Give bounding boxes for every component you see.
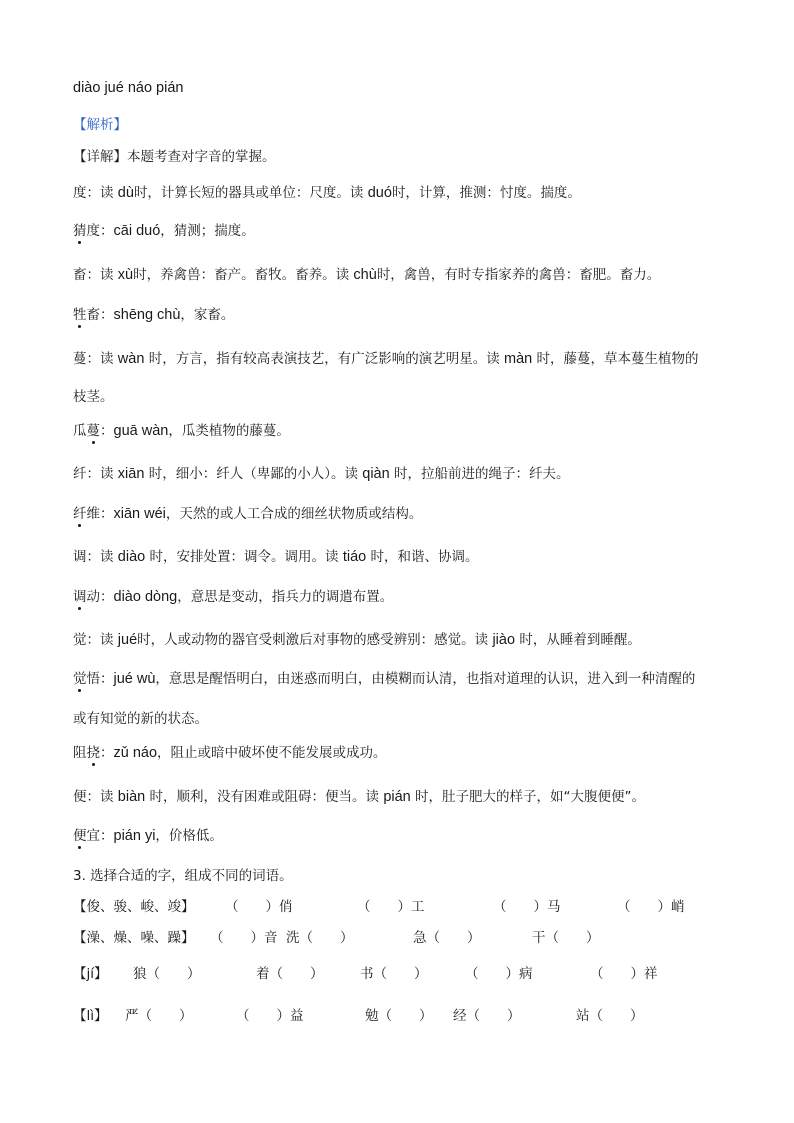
blank-cell[interactable]: （ ）工 xyxy=(357,899,425,915)
explanation-line xyxy=(73,670,695,688)
line-text: 纤：读 xyxy=(73,466,118,482)
explanation-line xyxy=(73,827,223,845)
explanation-line xyxy=(73,631,641,649)
line-text: 时，计算长短的器具或单位：尺度。读 xyxy=(133,185,368,201)
line-text: ，瓜类植物的藤蔓。 xyxy=(168,423,290,439)
explanation-line xyxy=(73,266,660,284)
explanation-line xyxy=(73,306,234,324)
line-text: 悟： xyxy=(86,671,114,687)
line-text: 时，从睡着到睡醒。 xyxy=(515,632,641,648)
line-text: ，意思是变动，指兵力的调遣布置。 xyxy=(177,589,394,605)
blank-cell[interactable]: 急（ ） xyxy=(413,930,481,946)
line-text: ，阻止或暗中破坏使不能发展或成功。 xyxy=(157,745,387,761)
line-text: 维： xyxy=(86,506,114,522)
blank-cell[interactable]: 狼（ ） xyxy=(133,966,201,982)
line-text: 瓜 xyxy=(73,423,87,439)
line-text: 觉：读 xyxy=(73,632,118,648)
line-text: 时，细小：纤人（卑鄙的小人）。读 xyxy=(144,466,363,482)
pinyin: diào dòng xyxy=(113,589,178,605)
pinyin: jué xyxy=(117,632,138,648)
line-text: 调：读 xyxy=(73,549,118,565)
blank-cell[interactable]: 严（ ） xyxy=(125,1008,193,1024)
line-text: 畜：读 xyxy=(73,267,118,283)
line-text: 蔓：读 xyxy=(73,351,118,367)
line-text: 时，拉船前进的绳子：纤夫。 xyxy=(389,466,570,482)
pinyin: diào xyxy=(117,549,146,565)
question-3: 3. 选择合适的字，组成不同的词语。 xyxy=(73,868,293,884)
explanation-line xyxy=(73,388,114,406)
pinyin: shēng chù xyxy=(113,307,181,323)
detail-intro: 【详解】本题考查对字音的掌握。 xyxy=(73,149,276,165)
line-text: 阻 xyxy=(73,745,87,761)
pinyin: pián xyxy=(383,789,411,805)
line-text: 畜： xyxy=(86,307,114,323)
blank-cell[interactable]: 书（ ） xyxy=(360,966,428,982)
line-text: ： xyxy=(100,745,114,761)
pinyin: dù xyxy=(117,185,134,201)
blank-cell[interactable]: （ ）祥 xyxy=(590,966,658,982)
line-text: ，猜测；揣度。 xyxy=(160,223,255,239)
dotted-char: 猜 xyxy=(73,223,87,239)
pinyin: chù xyxy=(353,267,377,283)
dotted-char: 觉 xyxy=(73,671,87,687)
explanation-line xyxy=(73,422,290,440)
pinyin: biàn xyxy=(117,789,146,805)
pinyin: qiàn xyxy=(362,466,390,482)
dotted-char: 便 xyxy=(73,828,87,844)
line-text: 宜： xyxy=(86,828,114,844)
row-header: 【俊、骏、峻、竣】 xyxy=(73,899,195,915)
explanation-line xyxy=(73,744,387,762)
explanation-line xyxy=(73,465,569,483)
line-text: 时，方言，指有较高表演技艺，有广泛影响的演艺明星。读 xyxy=(144,351,504,367)
blank-cell[interactable]: （ ）俏 xyxy=(225,899,293,915)
line-text: 时，安排处置：调令。调用。读 xyxy=(145,549,343,565)
blank-cell[interactable]: 勉（ ） xyxy=(365,1008,433,1024)
dotted-char: 纤 xyxy=(73,506,87,522)
pinyin: duó xyxy=(367,185,392,201)
line-text: 时，顺利，没有困难或阻碍：便当。读 xyxy=(145,789,384,805)
dotted-char: 蔓 xyxy=(86,423,100,439)
line-text: 时，和谐、协调。 xyxy=(366,549,479,565)
blank-cell[interactable]: （ ）峭 xyxy=(617,899,685,915)
pinyin: wàn xyxy=(117,351,145,367)
blank-cell[interactable]: （ ）病 xyxy=(465,966,533,982)
blank-cell[interactable]: 站（ ） xyxy=(576,1008,644,1024)
pinyin: xiān wéi xyxy=(113,506,166,522)
blank-cell[interactable]: 干（ ） xyxy=(532,930,600,946)
explanation-line xyxy=(73,505,422,523)
explanation-line xyxy=(73,710,208,728)
line-text: ，天然的或人工合成的细丝状物质或结构。 xyxy=(165,506,423,522)
explanation-line xyxy=(73,350,699,368)
row-header: 【lì】 xyxy=(73,1008,108,1024)
line-text: ： xyxy=(100,423,114,439)
blank-cell[interactable]: 经（ ） xyxy=(453,1008,521,1024)
line-text: 时，藤蔓，草本蔓生植物的 xyxy=(532,351,699,367)
blank-cell[interactable]: （ ）益 xyxy=(236,1008,304,1024)
explanation-line xyxy=(73,222,255,240)
explanation-line xyxy=(73,588,393,606)
blank-cell[interactable]: （ ）马 xyxy=(493,899,561,915)
line-text: ，价格低。 xyxy=(155,828,223,844)
pinyin: xiān xyxy=(117,466,145,482)
explanation-line xyxy=(73,548,479,566)
pinyin: zǔ náo xyxy=(113,745,158,761)
pinyin: cāi duó xyxy=(113,223,161,239)
line-text: 度： xyxy=(86,223,114,239)
row-header: 【jí】 xyxy=(73,966,108,982)
pinyin: tiáo xyxy=(342,549,367,565)
line-text: 时，人或动物的器官受刺激后对事物的感受辨别：感觉。读 xyxy=(137,632,493,648)
pinyin: màn xyxy=(504,351,533,367)
line-text: 或有知觉的新的状态。 xyxy=(73,711,208,727)
pinyin: xù xyxy=(117,267,134,283)
line-text: 便：读 xyxy=(73,789,118,805)
explanation-line xyxy=(73,788,645,806)
blank-cell[interactable]: 洗（ ） xyxy=(286,930,354,946)
pinyin: jiào xyxy=(492,632,516,648)
line-text: 时，肚子肥大的样子，如“大腹便便”。 xyxy=(410,789,646,805)
pinyin: pián yi xyxy=(113,828,156,844)
line-text: ，意思是醒悟明白，由迷惑而明白，由模糊而认清，也指对道理的认识，进入到一种清醒的 xyxy=(155,671,696,687)
dotted-char: 调 xyxy=(73,589,87,605)
top-pinyin: diào jué náo pián xyxy=(73,80,184,96)
line-text: 时，养禽兽：畜产。畜牧。畜养。读 xyxy=(133,267,354,283)
line-text: 时，计算，推测：忖度。揣度。 xyxy=(391,185,581,201)
line-text: ，家畜。 xyxy=(180,307,235,323)
blank-cell[interactable]: （ ）音 xyxy=(210,930,278,946)
line-text: 动： xyxy=(86,589,114,605)
line-text: 时，禽兽，有时专指家养的禽兽：畜肥。畜力。 xyxy=(376,267,661,283)
pinyin: jué wù xyxy=(113,671,156,687)
explanation-line xyxy=(73,184,581,202)
line-text: 枝茎。 xyxy=(73,389,114,405)
analysis-heading: 【解析】 xyxy=(73,117,127,133)
blank-cell[interactable]: 着（ ） xyxy=(256,966,324,982)
dotted-char: 牲 xyxy=(73,307,87,323)
dotted-char: 挠 xyxy=(86,745,100,761)
line-text: 度：读 xyxy=(73,185,118,201)
pinyin: guā wàn xyxy=(113,423,169,439)
row-header: 【澡、燥、噪、躁】 xyxy=(73,930,195,946)
